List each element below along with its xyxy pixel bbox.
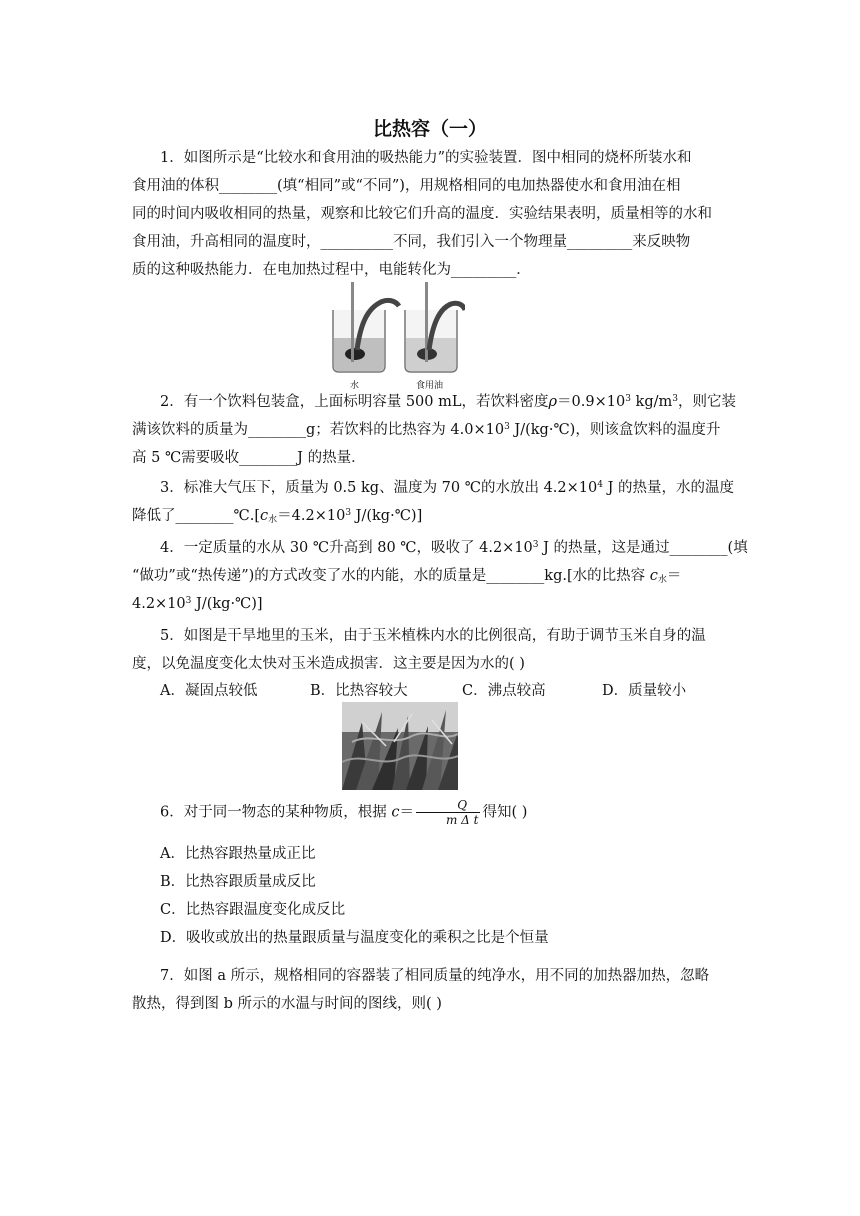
caption-water: 水	[350, 381, 360, 391]
q7-line: 散热，得到图 b 所示的水温与时间的图线，则( )	[132, 996, 442, 1012]
question-1	[132, 144, 732, 284]
q5-line: 度，以免温度变化太快对玉米造成损害．这主要是因为水的( )	[132, 656, 525, 672]
question-3	[132, 474, 732, 530]
caption-oil: 食用油	[416, 381, 444, 391]
q5-line: 5．如图是干旱地里的玉米，由于玉米植株内水的比例很高，有助于调节玉米自身的温	[160, 628, 706, 644]
q5-option-d: D．质量较小	[602, 683, 687, 699]
q3-line-2: 降低了$\_\_\_\_\_\_\_\_℃.[c_水=4.2\times 10^3$ J/(kg·℃)]	[132, 508, 423, 525]
q3-line-1: 3．标准大气压下，质量为 0.5 kg、温度为 70 ℃的水放出 $4.2\times 10^4$ J 的热量，水的温度	[160, 480, 734, 496]
q6-line: 6．对于同一物态的某种物质，根据 c＝ $\frac{Q}{\text{m Δ t}}$ 得知( )	[160, 798, 528, 827]
q1-line: 食用油，升高相同的温度时，__________不同，我们引入一个物理量_________来反映物	[132, 234, 691, 250]
question-2	[132, 388, 736, 472]
q6-option-a: A．比热容跟热量成正比	[160, 846, 316, 862]
q1-line: 食用油的体积________(填“相同”或“不同”)，用规格相同的电加热器使水和食用油在相	[132, 178, 681, 194]
corn-field-photo	[342, 702, 458, 790]
q6-option-d: D．吸收或放出的热量跟质量与温度变化的乘积之比是个恒量	[160, 930, 549, 946]
q5-options	[160, 679, 686, 700]
q2-line-2: 满该饮料的质量为________g；若饮料的比热容为 $4.0\times 10^3$ J/(kg·℃)，则该盒饮料的温度升	[132, 422, 721, 438]
question-7	[132, 962, 732, 1018]
q5-option-c: C．沸点较高	[462, 683, 546, 699]
question-5	[132, 622, 732, 678]
page-title: 比热容（一）	[372, 118, 487, 140]
q4-line-3: $4.2\times 10^3$ J/(kg·℃)]	[132, 596, 263, 612]
beakers-figure	[325, 280, 465, 376]
q7-line: 7．如图 a 所示，规格相同的容器装了相同质量的纯净水，用不同的加热器加热，忽略	[160, 968, 710, 984]
q2-line-3: 高 5 ℃需要吸收________J 的热量．	[132, 450, 366, 466]
q1-line: 质的这种吸热能力．在电加热过程中，电能转化为_________．	[132, 262, 531, 278]
q6-option-b: B．比热容跟质量成反比	[160, 874, 316, 890]
q6-fraction: $\frac{Q}{\text{m Δ t}}$	[416, 798, 481, 827]
q4-line-1: 4．一定质量的水从 30 ℃升高到 80 ℃，吸收了 $4.2\times 10^3$ J 的热量，这是通过________(填	[160, 540, 748, 556]
q5-option-b: B．比热容较大	[310, 683, 408, 699]
q4-line-2: “做功”或“热传递”)的方式改变了水的内能，水的质量是________kg.[水的比热容 $c_水=$	[132, 568, 682, 585]
question-6	[132, 798, 732, 827]
q2-line-1: 2．有一个饮料包装盒，上面标明容量 500 mL，若饮料密度$\rho=0.9\times 10^3$ $kg/m^3$，则它装	[160, 394, 736, 410]
q1-line: 同的时间内吸收相同的热量，观察和比较它们升高的温度．实验结果表明，质量相等的水和	[132, 206, 712, 222]
q1-line: 1．如图所示是“比较水和食用油的吸热能力”的实验装置．图中相同的烧杯所装水和	[160, 150, 692, 166]
q6-option-c: C．比热容跟温度变化成反比	[160, 902, 346, 918]
q5-option-a: A．凝固点较低	[160, 683, 258, 699]
question-4	[132, 534, 748, 618]
q6-options	[160, 840, 549, 952]
